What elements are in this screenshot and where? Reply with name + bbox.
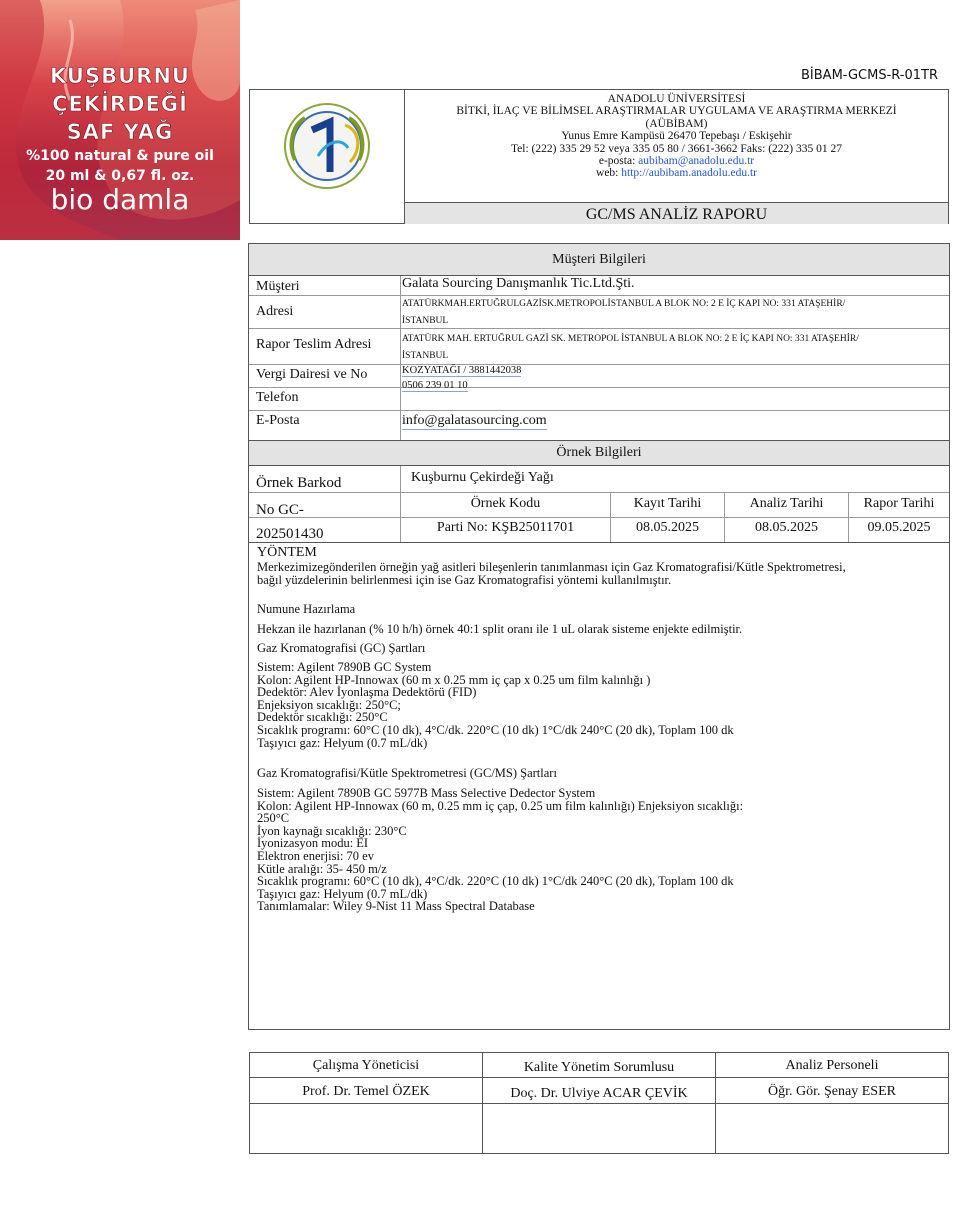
sample-name-row bbox=[249, 466, 949, 493]
web-label: web: bbox=[596, 167, 622, 180]
university-logo bbox=[250, 90, 405, 202]
sample-barcode-label: Örnek Barkod bbox=[256, 475, 342, 491]
address-row bbox=[249, 296, 949, 329]
sample-section-title: Örnek Bilgileri bbox=[249, 441, 949, 466]
name-analyst: Öğr. Gör. Şenay ESER bbox=[768, 1084, 896, 1099]
address: Yunus Emre Kampüsü 26470 Tepebaşı / Eskişehir bbox=[561, 130, 792, 143]
sample-data-row bbox=[249, 518, 949, 543]
email-row bbox=[249, 411, 949, 441]
signature-table bbox=[249, 1052, 949, 1154]
gc-line: Dedektör: Alev İyonlaşma Dedektörü (FID) bbox=[257, 685, 477, 700]
col-report-date: Rapor Tarihi bbox=[863, 496, 935, 511]
prep-text: Hekzan ile hazırlanan (% 10 h/h) örnek 40:1 split oranı ile 1 uL olarak sisteme enjekte edilmiştir. bbox=[257, 622, 743, 636]
report-header bbox=[249, 89, 949, 224]
email-line bbox=[405, 155, 948, 167]
center-name: BİTKİ, İLAÇ VE BİLİMSEL ARAŞTIRMALAR UYGULAMA VE ARAŞTIRMA MERKEZİ bbox=[456, 105, 897, 118]
badge-title-1: KUŞBURNU bbox=[50, 64, 190, 88]
name-quality-manager: Doç. Dr. Ulviye ACAR ÇEVİK bbox=[510, 1086, 688, 1101]
header-spacer bbox=[250, 202, 405, 223]
phone-value: 0506 239 01 10 bbox=[402, 380, 468, 391]
university-name: ANADOLU ÜNİVERSİTESİ bbox=[607, 93, 746, 105]
divider bbox=[250, 1077, 948, 1078]
gc-line: Dedektör sıcaklığı: 250°C bbox=[257, 710, 388, 725]
prep-title: Numune Hazırlama bbox=[257, 602, 356, 616]
address-label: Adresi bbox=[256, 304, 294, 319]
customer-label: Müşteri bbox=[256, 279, 300, 294]
sample-name: Kuşburnu Çekirdeği Yağı bbox=[411, 470, 554, 485]
badge-title-3: SAF YAĞ bbox=[66, 120, 174, 144]
gcms-line: İyon kaynağı sıcaklığı: 230°C bbox=[257, 823, 407, 838]
center-abbr: (AÜBİBAM) bbox=[645, 117, 708, 130]
delivery-line-1: ATATÜRK MAH. ERTUĞRUL GAZİ SK. METROPOL İSTANBUL A BLOK NO: 2 E İÇ KAPI NO: 331 ATAŞEHİR/ bbox=[402, 334, 859, 344]
delivery-address-row bbox=[249, 329, 949, 365]
divider bbox=[400, 296, 401, 328]
gc-line: Enjeksiyon sıcaklığı: 250°C; bbox=[257, 697, 401, 712]
delivery-address-value bbox=[402, 331, 945, 365]
divider bbox=[400, 466, 401, 492]
role-study-manager: Çalışma Yöneticisi bbox=[312, 1058, 420, 1073]
web-link[interactable]: http://aubibam.anadolu.edu.tr bbox=[621, 167, 757, 180]
divider bbox=[400, 329, 401, 364]
tax-value: KOZYATAĞI / 3881442038 bbox=[402, 365, 522, 376]
method-intro-line-2: bağıl yüzdelerinin belirlenmesi için ise Gaz Kromatografisi yöntemi kullanılmıştır. bbox=[257, 572, 672, 587]
method-intro bbox=[257, 561, 941, 586]
gc-line: Kolon: Agilent HP-Innowax (60 m x 0.25 mm iç çap x 0.25 um film kalınlığı ) bbox=[257, 672, 651, 687]
gc-conditions bbox=[257, 661, 941, 749]
gcms-line: Kolon: Agilent HP-Innowax (60 m, 0.25 mm iç çap, 0.25 um film kalınlığı) Enjeksiyon sıcaklığı: bbox=[257, 798, 744, 813]
sample-header-row bbox=[249, 493, 949, 518]
badge-brand: bio damla bbox=[50, 183, 190, 216]
web-line bbox=[405, 167, 948, 179]
gc-line: Sistem: Agilent 7890B GC System bbox=[257, 660, 432, 674]
email-label: e-posta: bbox=[598, 155, 639, 168]
col-sample-code: Örnek Kodu bbox=[470, 496, 541, 511]
customer-section-title: Müşteri Bilgileri bbox=[249, 244, 949, 276]
sample-no-label: No GC- bbox=[256, 502, 304, 518]
customer-email-value: info@galatasourcing.com bbox=[402, 413, 547, 428]
divider bbox=[250, 1103, 948, 1104]
divider bbox=[400, 365, 401, 387]
method-title: YÖNTEM bbox=[257, 545, 317, 560]
role-quality-manager: Kalite Yönetim Sorumlusu bbox=[523, 1060, 675, 1075]
badge-volume: 20 ml & 0,67 fl. oz. bbox=[45, 168, 195, 184]
badge-title-2: ÇEKİRDEĞİ bbox=[52, 92, 188, 116]
address-line-1: ATATÜRKMAH.ERTUĞRULGAZİSK.METROPOLİSTANBUL A BLOK NO: 2 E İÇ KAPI NO: 331 ATAŞEHİR/ bbox=[402, 299, 846, 309]
product-badge bbox=[0, 0, 240, 240]
customer-value: Galata Sourcing Danışmanlık Tic.Ltd.Şti. bbox=[402, 276, 635, 291]
aubibam-logo-icon bbox=[250, 90, 404, 202]
address-line-2: İSTANBUL bbox=[402, 316, 449, 326]
sample-code: Parti No: KŞB25011701 bbox=[436, 520, 575, 535]
delivery-line-2: İSTANBUL bbox=[402, 351, 449, 361]
tax-label: Vergi Dairesi ve No bbox=[256, 367, 368, 382]
gcms-line: Sıcaklık programı: 60°C (10 dk), 4°C/dk. 220°C (10 dk) 1°C/dk 240°C (20 dk), Toplam 100 dk bbox=[257, 874, 734, 889]
badge-tagline: %100 natural & pure oil bbox=[26, 148, 214, 164]
registration-date: 08.05.2025 bbox=[636, 520, 699, 535]
gcms-line: Taşıyıcı gaz: Helyum (0.7 mL/dk) bbox=[257, 886, 428, 901]
gcms-title: Gaz Kromatografisi/Kütle Spektrometresi (GC/MS) Şartları bbox=[257, 766, 557, 780]
gc-line: Sıcaklık programı: 60°C (10 dk), 4°C/dk. 220°C (10 dk) 1°C/dk 240°C (20 dk), Toplam 100 dk bbox=[257, 722, 734, 737]
divider bbox=[400, 388, 401, 410]
gcms-conditions bbox=[257, 787, 941, 913]
col-analysis-date: Analiz Tarihi bbox=[749, 496, 824, 511]
customer-row bbox=[249, 276, 949, 296]
phone-label: Telefon bbox=[256, 390, 299, 405]
analysis-date: 08.05.2025 bbox=[755, 520, 818, 535]
report-date: 09.05.2025 bbox=[867, 520, 931, 535]
delivery-address-label: Rapor Teslim Adresi bbox=[256, 337, 372, 352]
method-intro-line-1: Merkezimizegönderilen örneğin yağ asitleri bileşenlerin tanımlanması için Gaz Kromatografisi/Kütle Spektrometresi, bbox=[257, 560, 846, 574]
gcms-line: Elektron enerjisi: 70 ev bbox=[257, 848, 374, 863]
phone-row bbox=[249, 380, 949, 411]
gc-title: Gaz Kromatografisi (GC) Şartları bbox=[257, 641, 426, 655]
report-title: GC/MS ANALİZ RAPORU bbox=[405, 202, 948, 224]
gc-line: Taşıyıcı gaz: Helyum (0.7 mL/dk) bbox=[257, 735, 428, 750]
gcms-line: 250°C bbox=[257, 811, 290, 826]
name-study-manager: Prof. Dr. Temel ÖZEK bbox=[302, 1084, 430, 1099]
divider bbox=[400, 276, 401, 295]
gcms-line: Kütle aralığı: 35- 450 m/z bbox=[257, 861, 387, 876]
address-value bbox=[402, 296, 945, 330]
institution-info bbox=[405, 90, 948, 205]
gcms-line: Sistem: Agilent 7890B GC 5977B Mass Selective Dedector System bbox=[257, 786, 596, 800]
gcms-line: İyonizasyon modu: EI bbox=[257, 836, 369, 851]
gcms-line: Tanımlamalar: Wiley 9-Nist 11 Mass Spectral Database bbox=[257, 899, 535, 914]
phone: Tel: (222) 335 29 52 veya 335 05 80 / 3661-3662 Faks: (222) 335 01 27 bbox=[510, 142, 843, 155]
report-body bbox=[248, 243, 950, 1030]
email-label: E-Posta bbox=[256, 413, 300, 428]
email-link[interactable]: aubibam@anadolu.edu.tr bbox=[638, 155, 755, 168]
col-registration-date: Kayıt Tarihi bbox=[633, 496, 702, 511]
document-id: BİBAM-GCMS-R-01TR bbox=[801, 68, 938, 83]
role-analyst: Analiz Personeli bbox=[785, 1058, 879, 1073]
divider bbox=[400, 411, 401, 440]
sample-no-value: 202501430 bbox=[256, 526, 324, 542]
